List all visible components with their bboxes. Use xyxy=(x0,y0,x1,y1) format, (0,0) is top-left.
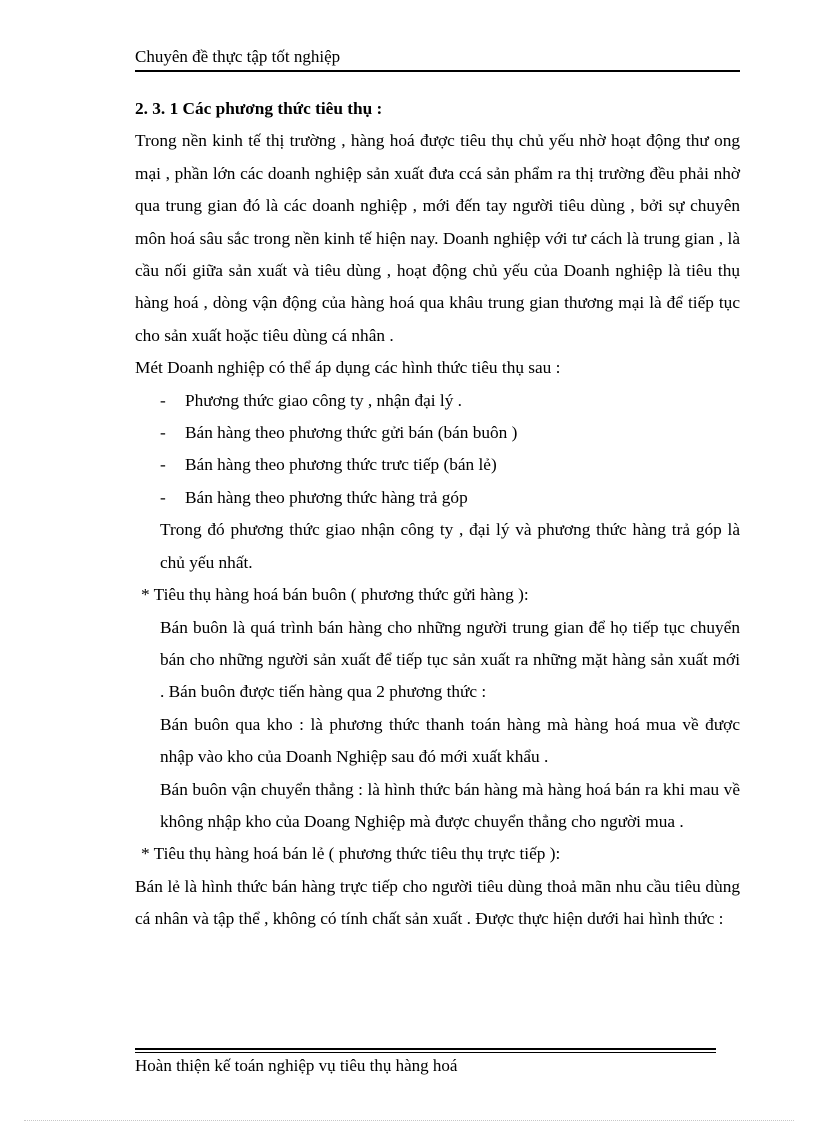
bullet-dash: - xyxy=(160,390,166,410)
retail-paragraph-1: Bán lẻ là hình thức bán hàng trực tiếp cho người tiêu dùng thoả mãn nhu cầu tiêu dùng cá nhân và tập thể , không có tính chất sản xuất . Được thực hiện dưới hai hình thức : xyxy=(135,876,740,929)
list-item-text: Bán hàng theo phương thức hàng trả góp xyxy=(185,487,468,507)
method-list xyxy=(135,385,740,515)
wholesale-paragraph-3: Bán buôn vận chuyển thẳng : là hình thức bán hàng mà hàng hoá bán ra khi mau về không nhập kho của Doang Nghiệp mà được chuyển thẳng cho người mua . xyxy=(160,779,740,831)
list-item xyxy=(135,449,740,481)
list-item xyxy=(135,417,740,449)
wholesale-paragraph-1: Bán buôn là quá trình bán hàng cho những người trung gian để họ tiếp tục chuyển bán cho những người sản xuất để tiếp tục sản xuất ra những mặt hàng sản xuất mới . Bán buôn được tiến hàng qua 2 phương thức : xyxy=(160,617,740,702)
list-item-text: Bán hàng theo phương thức trưc tiếp (bán lẻ) xyxy=(185,455,497,475)
paragraph-intro: Trong nền kinh tế thị trường , hàng hoá được tiêu thụ chủ yếu nhờ hoạt động thư ong mại , phần lớn các doanh nghiệp sản xuất đưa ccá sản phẩm ra thị trường đều phải nhờ qua trung gian đó là các doanh nghiệp , mới đến tay người tiêu dùng , bởi sự chuyên môn hoá sâu sắc trong nền kinh tế hiện nay. Doanh nghiệp với tư cách là trung gian , là cầu nối giữa sản xuất và tiêu dùng , hoạt động chủ yếu của Doanh nghiệp là tiêu thụ hàng hoá , dòng vận động của hàng hoá qua khâu trung gian thương mại là để tiếp tục cho sản xuất hoặc tiêu dùng cá nhân . xyxy=(135,131,740,345)
bullet-dash: - xyxy=(160,455,166,475)
wholesale-paragraph-2: Bán buôn qua kho : là phương thức thanh toán hàng mà hàng hoá mua về được nhập vào kho của Doanh Nghiệp sau đó mới xuất khẩu . xyxy=(160,714,740,767)
list-intro: Mét Doanh nghiệp có thể áp dụng các hình thức tiêu thụ sau : xyxy=(135,358,561,378)
page-body xyxy=(135,93,740,936)
footer-rule-thin xyxy=(135,1052,716,1053)
list-item xyxy=(135,482,740,514)
page-header: Chuyên đề thực tập tốt nghiệp xyxy=(135,46,740,72)
wholesale-heading: * Tiêu thụ hàng hoá bán buôn ( phương thức gửi hàng ): xyxy=(141,585,529,605)
section-heading: 2. 3. 1 Các phương thức tiêu thụ : xyxy=(135,99,383,118)
footer-rule xyxy=(135,1048,716,1050)
list-item-text: Phương thức giao công ty , nhận đại lý . xyxy=(185,390,462,410)
retail-heading: * Tiêu thụ hàng hoá bán lẻ ( phương thức tiêu thụ trực tiếp ): xyxy=(141,844,561,864)
page-footer: Hoàn thiện kế toán nghiệp vụ tiêu thụ hàng hoá xyxy=(135,1056,458,1075)
page-bottom-dotted-border xyxy=(24,1120,794,1121)
bullet-dash: - xyxy=(160,423,166,443)
list-item xyxy=(135,385,740,417)
after-list-paragraph: Trong đó phương thức giao nhận công ty , đại lý và phương thức hàng trả góp là chủ yếu nhất. xyxy=(160,520,740,572)
bullet-dash: - xyxy=(160,487,166,507)
list-item-text: Bán hàng theo phương thức gửi bán (bán buôn ) xyxy=(185,423,518,443)
